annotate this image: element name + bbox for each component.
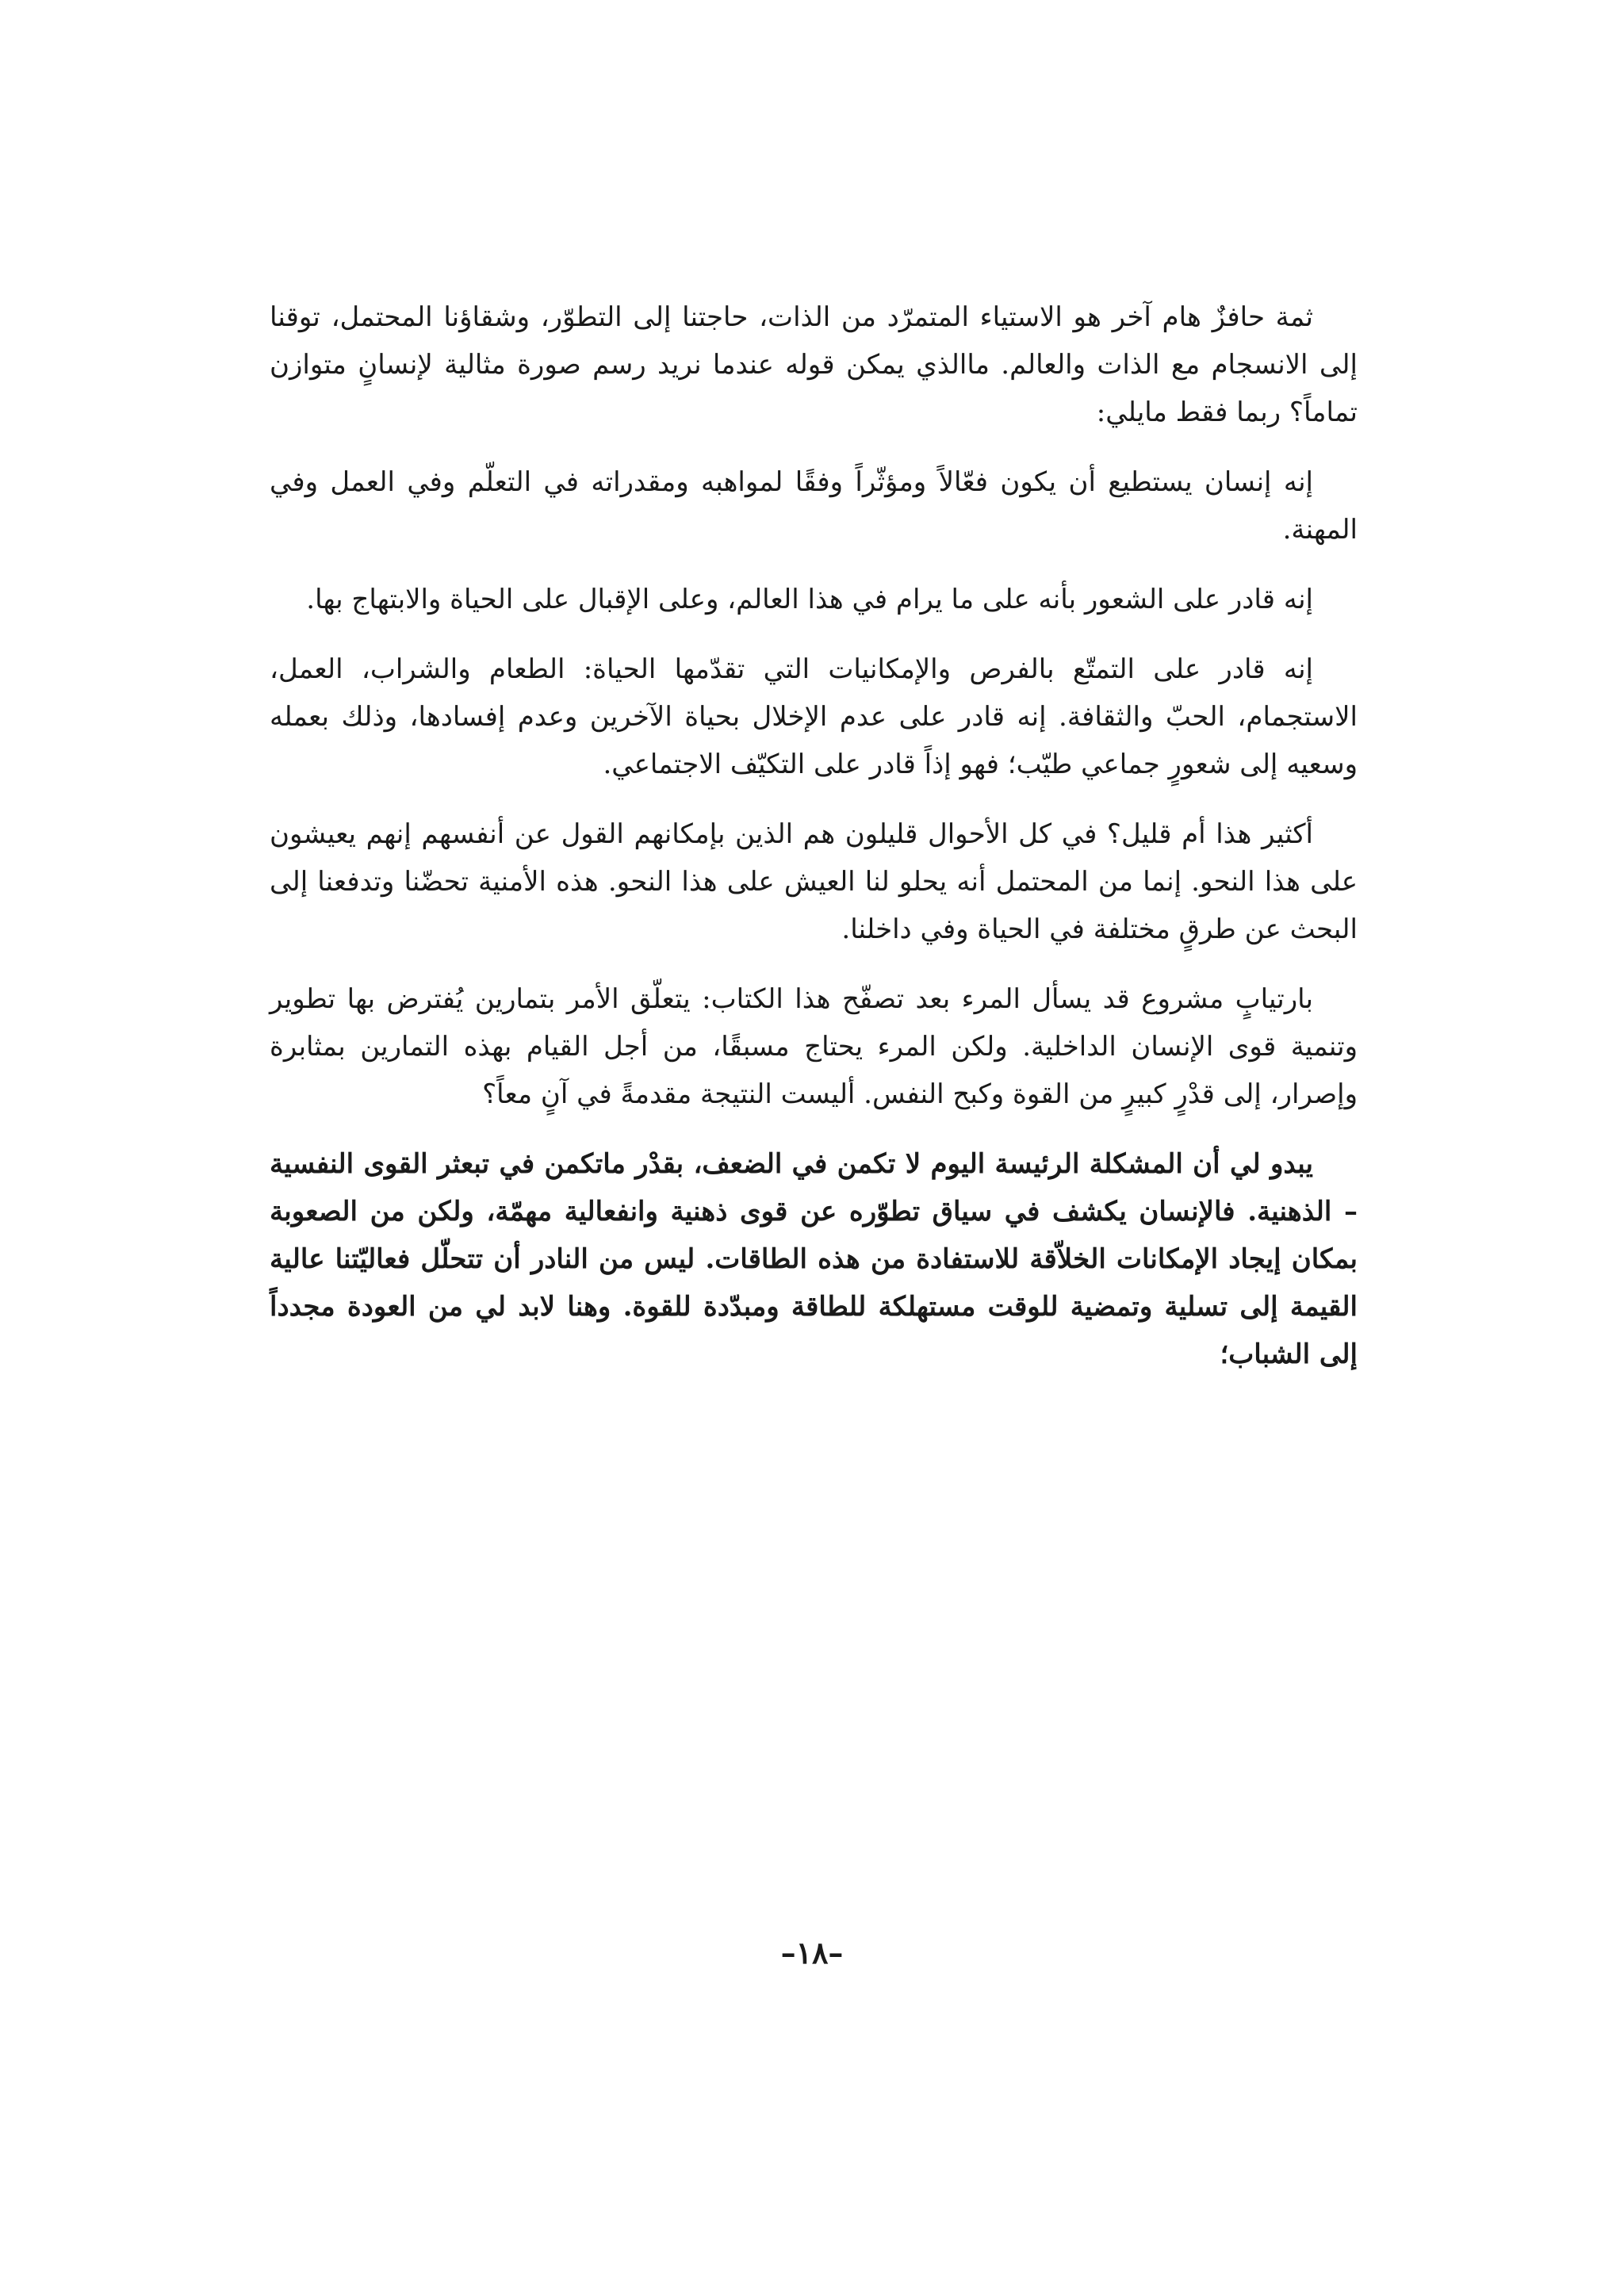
paragraph-2: إنه إنسان يستطيع أن يكون فعّالاً ومؤثّراً وفقًا لمواهبه ومقدراته في التعلّم وفي العمل وفي المهنة. [270, 466, 1358, 546]
body-text [270, 293, 1358, 1400]
paragraph-4: إنه قادر على التمتّع بالفرص والإمكانيات التي تقدّمها الحياة: الطعام والشراب، العمل، الاستجمام، الحبّ والثقافة. إنه قادر على عدم الإخلال بحياة الآخرين وعدم إفسادها، وذلك بعمله وسعيه إلى شعورٍ جماعي طيّب؛ فهو إذاً قادر على التكيّف الاجتماعي. [270, 653, 1358, 780]
paragraph-6: بارتيابٍ مشروع قد يسأل المرء بعد تصفّح هذا الكتاب: يتعلّق الأمر بتمارين يُفترض بها تطوير وتنمية قوى الإنسان الداخلية. ولكن المرء يحتاج مسبقًا، من أجل القيام بهذه التمارين بمثابرة وإصرار، إلى قدْرٍ كبيرٍ من القوة وكبح النفس. أليست النتيجة مقدمةً في آنٍ معاً؟ [270, 983, 1358, 1110]
paragraph-5: أكثير هذا أم قليل؟ في كل الأحوال قليلون هم الذين بإمكانهم القول عن أنفسهم إنهم يعيشون على هذا النحو. إنما من المحتمل أنه يحلو لنا العيش على هذا النحو. هذه الأمنية تحضّنا وتدفعنا إلى البحث عن طرقٍ مختلفة في الحياة وفي داخلنا. [270, 818, 1358, 945]
paragraph-1: ثمة حافزٌ هام آخر هو الاستياء المتمرّد من الذات، حاجتنا إلى التطوّر، وشقاؤنا المحتمل، توقنا إلى الانسجام مع الذات والعالم. ماالذي يمكن قوله عندما نريد رسم صورة مثالية لإنسانٍ متوازن تماماً؟ ربما فقط مايلي: [270, 301, 1358, 428]
page-number: –١٨– [780, 1935, 844, 1970]
paragraph-3: إنه قادر على الشعور بأنه على ما يرام في هذا العالم، وعلى الإقبال على الحياة والابتهاج بها. [306, 584, 1313, 615]
paragraph-7: يبدو لي أن المشكلة الرئيسة اليوم لا تكمن في الضعف، بقدْر ماتكمن في تبعثر القوى النفسية – الذهنية. فالإنسان يكشف في سياق تطوّره عن قوى ذهنية وانفعالية مهمّة، ولكن من الصعوبة بمكان إيجاد الإمكانات الخلاّقة للاستفادة من هذه الطاقات. ليس من النادر أن تتحلّل فعاليّتنا عالية القيمة إلى تسلية وتمضية للوقت مستهلكة للطاقة ومبدّدة للقوة. وهنا لابد لي من العودة مجدداً إلى الشباب؛ [270, 1148, 1358, 1370]
